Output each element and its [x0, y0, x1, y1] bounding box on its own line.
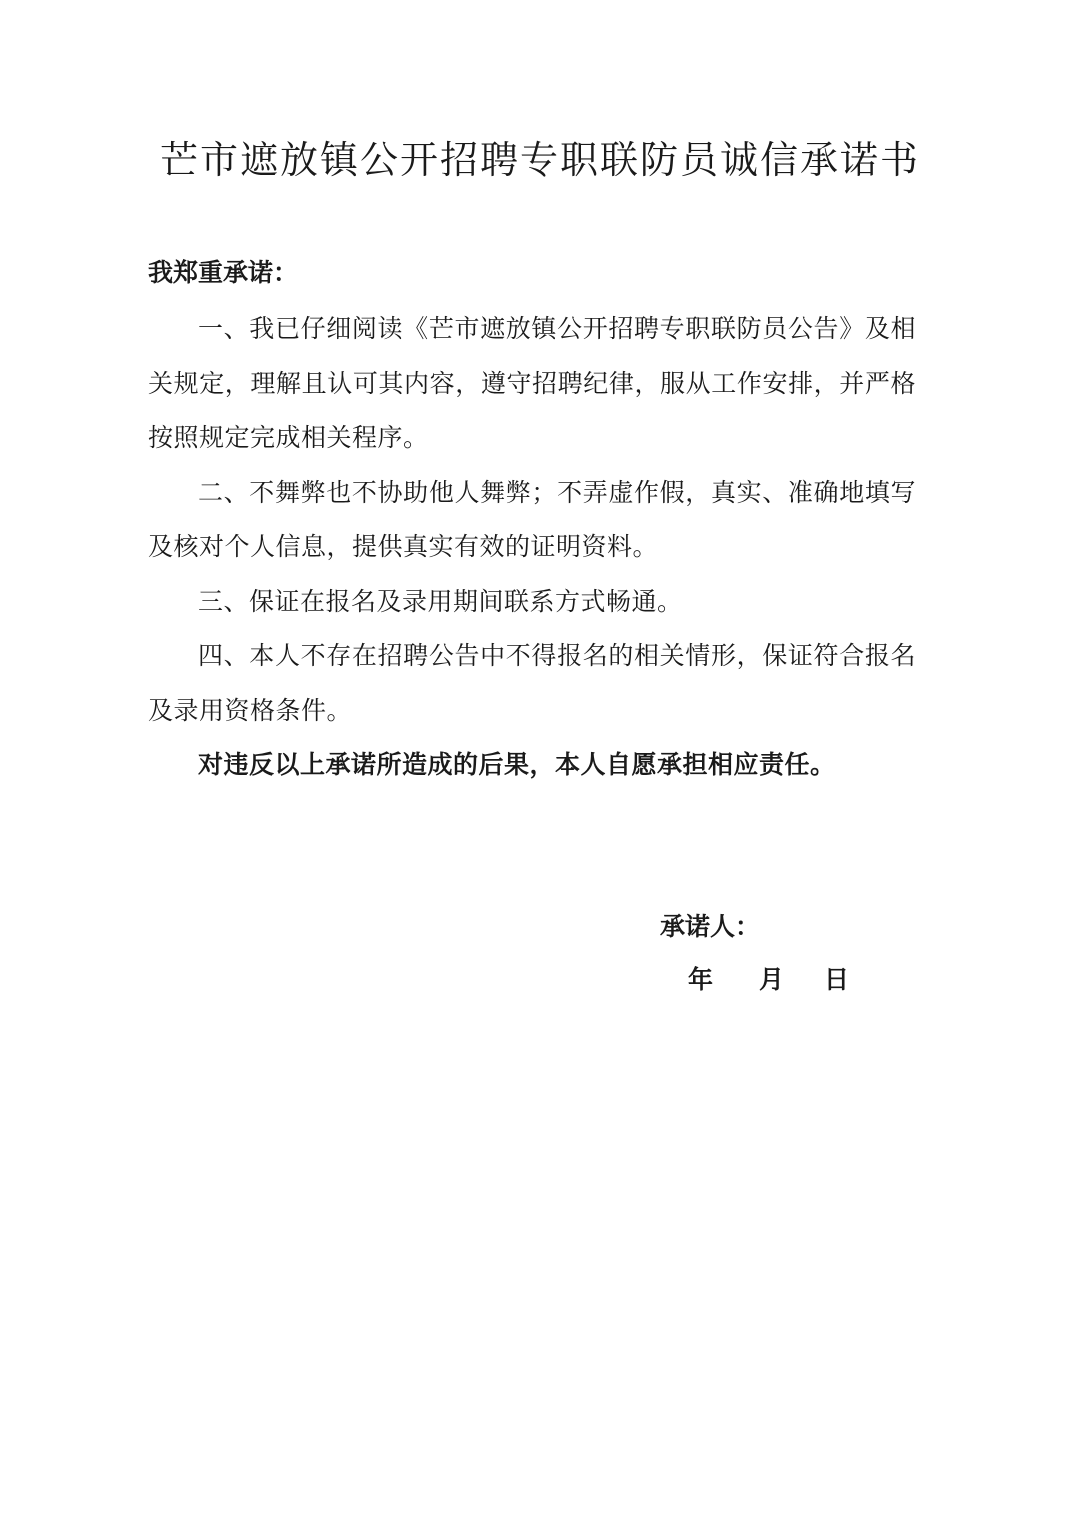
- commitment-item-2: 二、不舞弊也不协助他人舞弊；不弄虚作假，真实、准确地填写及核对个人信息，提供真实有效的证明资料。: [148, 477, 916, 561]
- closing-statement: 对违反以上承诺所造成的后果，本人自愿承担相应责任。: [198, 750, 836, 779]
- date-month-label: 月: [759, 965, 785, 994]
- signature-label: 承诺人：: [660, 912, 761, 941]
- date-year-label: 年: [688, 965, 714, 994]
- commitment-item-1: 一、我已仔细阅读《芒市遮放镇公开招聘专职联防员公告》及相关规定，理解且认可其内容，遵守招聘纪律，服从工作安排，并严格按照规定完成相关程序。: [148, 314, 916, 452]
- commitment-body: [148, 302, 916, 793]
- commitment-item-4: 四、本人不存在招聘公告中不得报名的相关情形，保证符合报名及录用资格条件。: [148, 641, 916, 725]
- date-day-label: 日: [824, 965, 850, 994]
- commitment-item-3: 三、保证在报名及录用期间联系方式畅通。: [198, 586, 683, 616]
- document-title: 芒市遮放镇公开招聘专职联防员诚信承诺书: [159, 138, 920, 182]
- date-line: [688, 955, 849, 1005]
- opening-statement: 我郑重承诺：: [148, 258, 299, 287]
